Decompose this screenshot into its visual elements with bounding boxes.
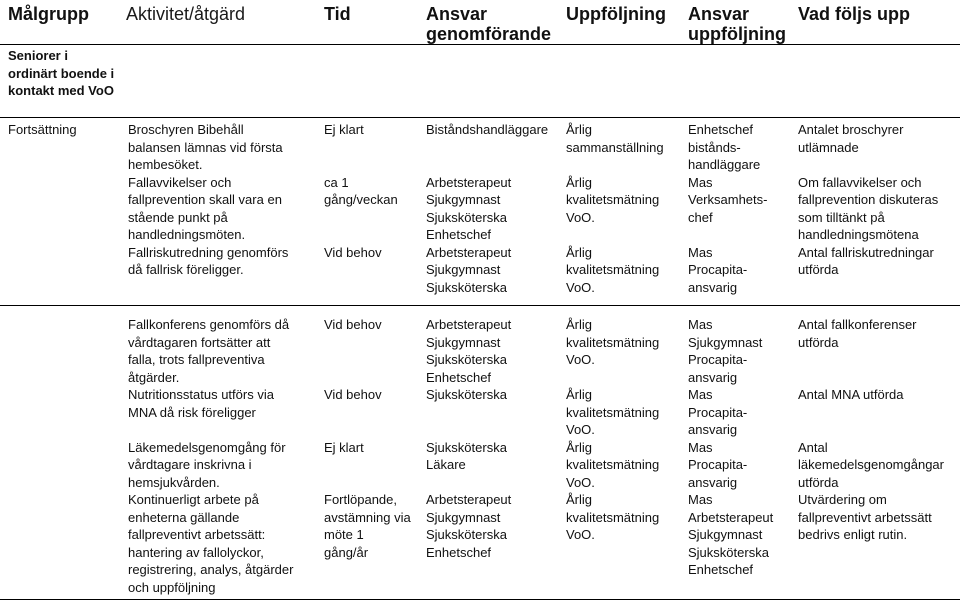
section1-aktivitet: Broschyren Bibehåll balansen lämnas vid första hembesöket. Fallavvikelser och fallprevention skall vara en stående punkt på handledningsmöten. Fallriskutredning genomförs då fallrisk föreligger.: [128, 122, 289, 277]
header-tid: Tid: [324, 4, 351, 24]
section1-vad-folj-upp: Antalet broschyrer utlämnade Om fallavvikelser och fallprevention diskuteras som tilltänkt på handledningsmötena Antal fallriskutredningar utförda: [798, 122, 939, 277]
header-aktivitet: Aktivitet/åtgärd: [126, 4, 246, 24]
section2-ansvar-uppfoljning: Mas Sjukgymnast Procapita- ansvarig Mas Procapita- ansvarig Mas Procapita- ansvarig Mas Arbetsterapeut Sjukgymnast Sjuksköterska Enhetschef: [688, 317, 774, 577]
header-malgrupp: Målgrupp: [8, 4, 89, 24]
header-ansvar-uppfoljning: Ansvar uppföljning: [688, 4, 786, 44]
section1-ansvar-uppfoljning: Enhetschef bistånds- handläggare Mas Verksamhets- chef Mas Procapita- ansvarig: [688, 122, 768, 295]
header-vad-folj-upp: Vad följs upp: [798, 4, 911, 24]
section2-ansvar: Arbetsterapeut Sjukgymnast Sjuksköterska Enhetschef Sjuksköterska Sjuksköterska Läkare Arbetsterapeut Sjukgymnast Sjuksköterska Enhetschef: [426, 317, 512, 560]
section2-vad-folj-upp: Antal fallkonferenser utförda Antal MNA utförda Antal läkemedelsgenomgångar utförda Utvärdering om fallpreventivt arbetssätt bedrivs enligt rutin.: [798, 317, 944, 542]
section1-ansvar: Biståndshandläggare Arbetsterapeut Sjukgymnast Sjuksköterska Enhetschef Arbetsterapeut Sjukgymnast Sjuksköterska: [426, 122, 549, 295]
section1-uppfoljning: Årlig sammanställning Årlig kvalitetsmätning VoO. Årlig kvalitetsmätning VoO.: [566, 122, 664, 295]
rule-header: [0, 44, 960, 45]
header-ansvar-genomforande: Ansvar genomförande: [426, 4, 552, 44]
section2-aktivitet: Fallkonferens genomförs då vårdtagaren fortsätter att falla, trots fallpreventiva åtgärder. Nutritionsstatus utförs via MNA då risk föreligger Läkemedelsgenomgång för vårdtagare inskrivna i hemsjukvården. Kontinuerligt arbete på enheterna gällande fallpreventivt arbetssätt: hantering av fallolyckor, registrering, analys, åtgärder och uppföljning: [128, 317, 294, 595]
header-uppfoljning: Uppföljning: [566, 4, 666, 24]
rule-group: [0, 117, 960, 118]
section1-malgrupp: Fortsättning: [8, 122, 77, 137]
table-header: [0, 0, 960, 44]
section2-uppfoljning: Årlig kvalitetsmätning VoO. Årlig kvalitetsmätning VoO. Årlig kvalitetsmätning VoO. Årlig kvalitetsmätning VoO.: [566, 317, 660, 542]
rule-section1: [0, 305, 960, 306]
section1-tid: Ej klart ca 1 gång/veckan Vid behov: [324, 122, 398, 260]
group-label: Seniorer i ordinärt boende i kontakt med VoO: [8, 48, 115, 98]
section2-tid: Vid behov Vid behov Ej klart Fortlöpande, avstämning via möte 1 gång/år: [324, 317, 411, 560]
